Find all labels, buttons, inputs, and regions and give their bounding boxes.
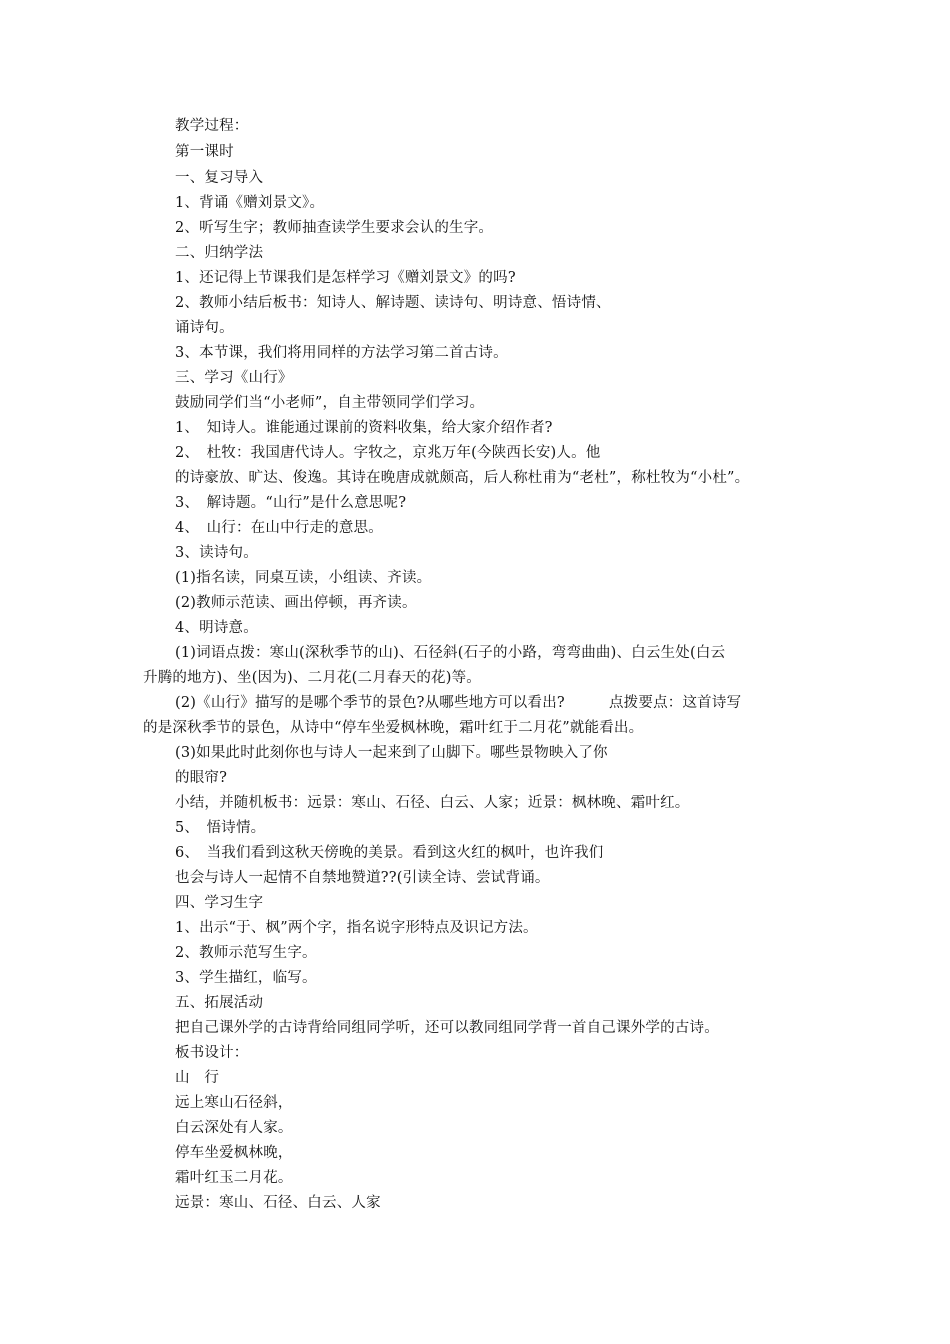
text-line: 鼓励同学们当“小老师”，自主带领同学们学习。	[175, 395, 485, 411]
text-line: 的是深秋季节的景色，从诗中“停车坐爱枫林晚，霜叶红于二月花”就能看出。	[143, 720, 644, 736]
text-line: 1、 知诗人。谁能通过课前的资料收集，给大家介绍作者?	[175, 420, 553, 436]
text-line: 也会与诗人一起情不自禁地赞道??(引读全诗、尝试背诵。	[175, 870, 550, 886]
text-line: 3、本节课，我们将用同样的方法学习第二首古诗。	[175, 345, 508, 361]
text-line: 教学过程：	[175, 118, 249, 134]
text-line: 的眼帘?	[175, 770, 228, 786]
poem-title: 山 行	[175, 1070, 220, 1086]
poem-line: 停车坐爱枫林晚，	[175, 1145, 293, 1161]
text-line: 3、学生描红，临写。	[175, 970, 317, 986]
text-line: 板书设计：	[175, 1045, 249, 1061]
text-line: (1)指名读，同桌互读，小组读、齐读。	[175, 570, 432, 586]
text-line: 小结，并随机板书：远景：寒山、石径、白云、人家；近景：枫林晚、霜叶红。	[175, 795, 690, 811]
text-line: (3)如果此时此刻你也与诗人一起来到了山脚下。哪些景物映入了你	[175, 745, 608, 761]
text-line: 2、听写生字；教师抽查读学生要求会认的生字。	[175, 220, 494, 236]
section-heading: 五、拓展活动	[175, 995, 264, 1011]
text-line: 诵诗句。	[175, 320, 234, 336]
text-line: 2、教师示范写生字。	[175, 945, 317, 961]
text-line: 第一课时	[175, 144, 234, 160]
text-line: (1)词语点拨：寒山(深秋季节的山)、石径斜(石子的小路，弯弯曲曲)、白云生处(白云	[175, 645, 726, 661]
text-line: 升腾的地方)、坐(因为)、二月花(二月春天的花)等。	[143, 670, 481, 686]
text-line: 2、 杜牧：我国唐代诗人。字牧之，京兆万年(今陕西长安)人。他	[175, 445, 601, 461]
text-line: 1、还记得上节课我们是怎样学习《赠刘景文》的吗?	[175, 270, 516, 286]
text-line: 6、 当我们看到这秋天傍晚的美景。看到这火红的枫叶，也许我们	[175, 845, 604, 861]
text-line: 4、 山行：在山中行走的意思。	[175, 520, 383, 536]
text-line: 远景：寒山、石径、白云、人家	[175, 1195, 381, 1211]
text-line: 3、 解诗题。“山行”是什么意思呢?	[175, 495, 407, 511]
text-line: 3、读诗句。	[175, 545, 258, 561]
poem-line: 白云深处有人家。	[175, 1120, 293, 1136]
text-line: 的诗豪放、旷达、俊逸。其诗在晚唐成就颇高，后人称杜甫为“老杜”，称杜牧为“小杜”。	[175, 470, 750, 486]
section-heading: 四、学习生字	[175, 895, 264, 911]
section-heading: 二、归纳学法	[175, 245, 264, 261]
text-line: (2)教师示范读、画出停顿，再齐读。	[175, 595, 417, 611]
text-line: 1、出示“于、枫”两个字，指名说字形特点及识记方法。	[175, 920, 538, 936]
poem-line: 霜叶红玉二月花。	[175, 1170, 293, 1186]
text-line: 4、明诗意。	[175, 620, 258, 636]
text-line: 1、背诵《赠刘景文》。	[175, 195, 325, 211]
text-line: 2、教师小结后板书：知诗人、解诗题、读诗句、明诗意、悟诗情、	[175, 295, 611, 311]
section-heading: 三、学习《山行》	[175, 370, 293, 386]
text-line: 把自己课外学的古诗背给同组同学听，还可以教同组同学背一首自己课外学的古诗。	[175, 1020, 719, 1036]
text-line: 5、 悟诗情。	[175, 820, 266, 836]
text-line: (2)《山行》描写的是哪个季节的景色?从哪些地方可以看出? 点拨要点：这首诗写	[175, 695, 742, 711]
poem-line: 远上寒山石径斜，	[175, 1095, 293, 1111]
section-heading: 一、复习导入	[175, 170, 264, 186]
